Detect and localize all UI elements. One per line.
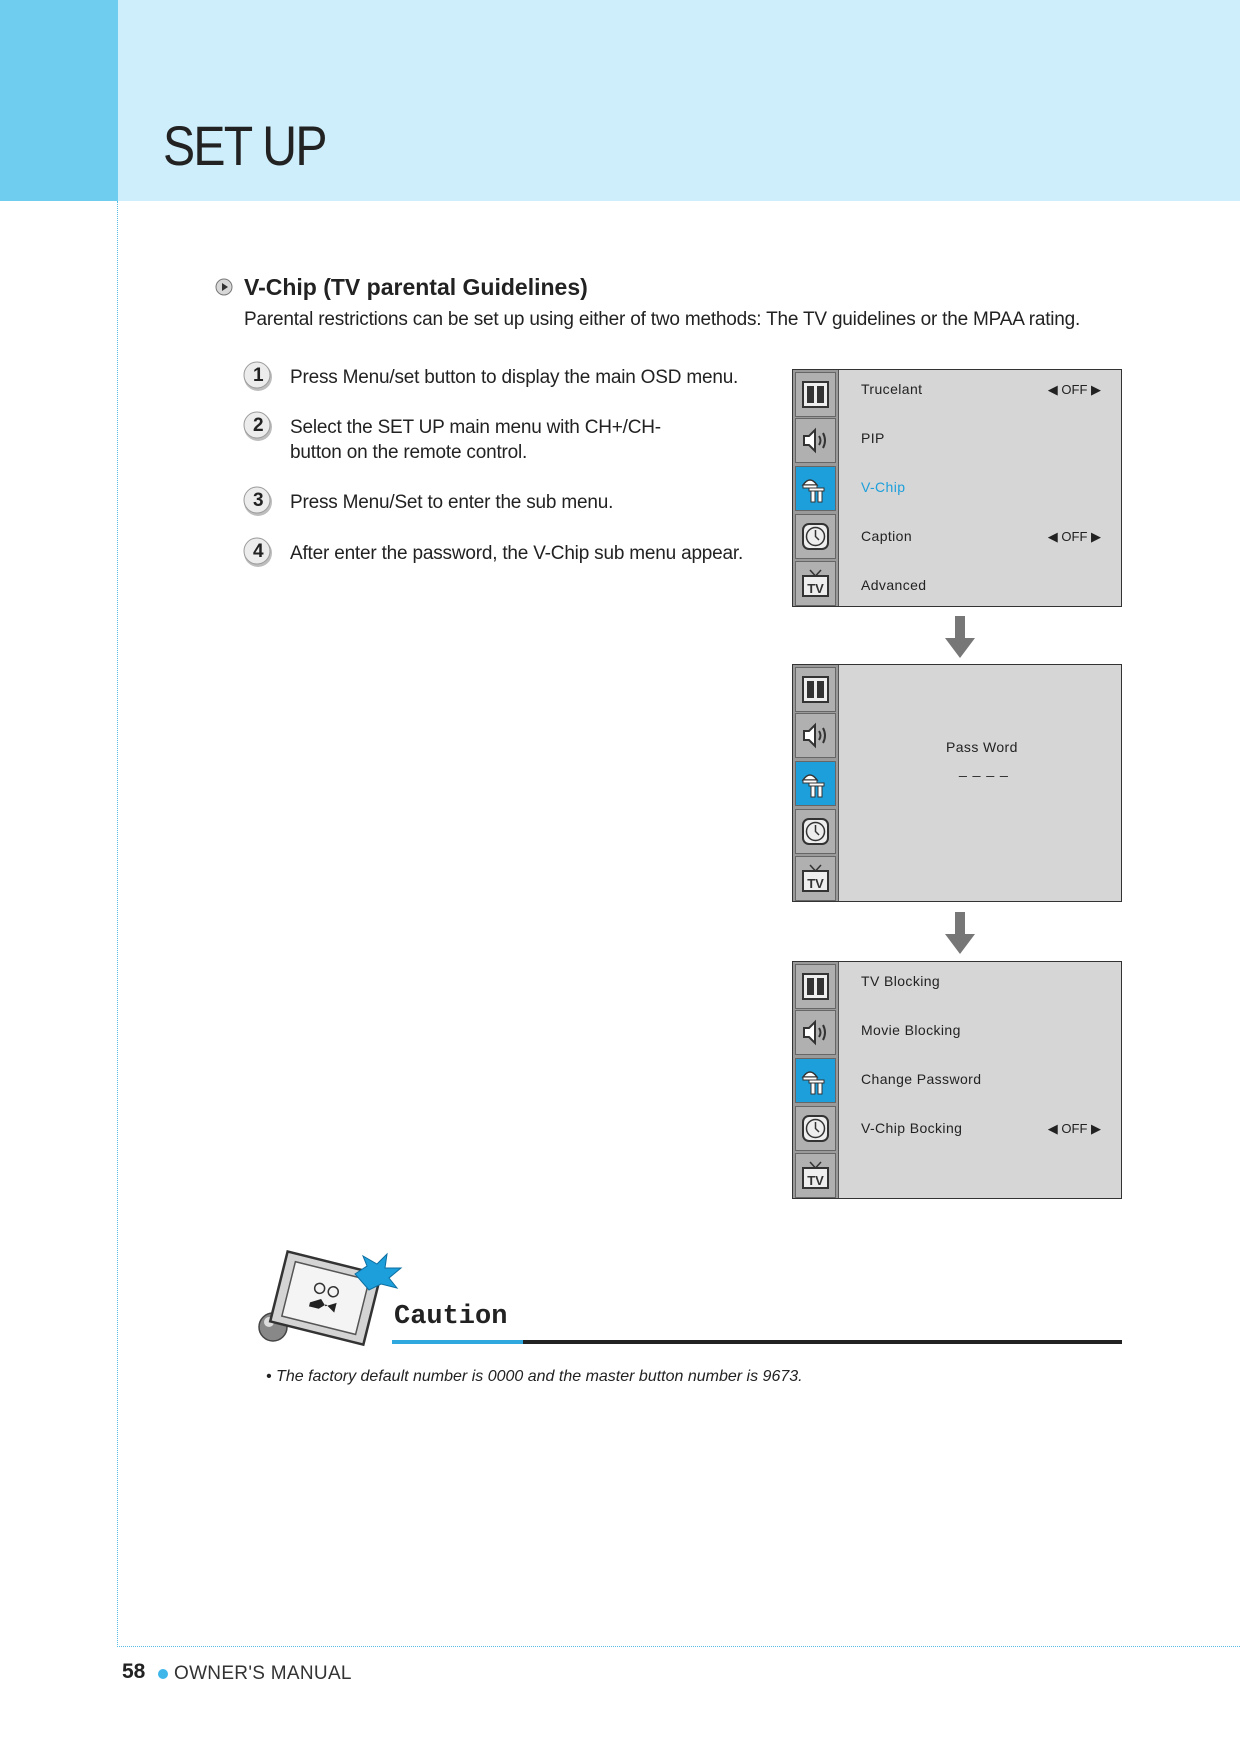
picture-icon [795,964,836,1009]
osd-item-tv-blocking[interactable]: TV Blocking [861,973,941,989]
osd-item-advanced[interactable]: Advanced [861,577,927,593]
svg-text:TV: TV [807,876,824,891]
step-text-continued: button on the remote control. [290,442,528,463]
osd-v-chip-submenu [792,961,1122,1199]
caution-note: • The factory default number is 0000 and the master button number is 9673. [266,1368,803,1385]
sound-icon [795,418,836,463]
osd-icon-bar [793,370,839,606]
down-arrow-icon [945,616,975,658]
osd-item-trucelant[interactable]: Trucelant [861,381,923,397]
sound-icon [795,713,836,758]
caution-title: Caution [394,1302,508,1332]
step-text: Press Menu/Set to enter the sub menu. [290,492,614,513]
clock-icon [795,1106,836,1151]
footer-label: OWNER'S MANUAL [174,1663,352,1684]
page-title: SET UP [163,114,326,177]
setup-icon [795,466,836,511]
setup-icon [795,1058,836,1103]
tv-icon [795,561,836,606]
osd-item-pip[interactable]: PIP [861,430,885,446]
osd-item-caption[interactable]: Caption [861,528,913,544]
osd-item-movie-blocking[interactable]: Movie Blocking [861,1022,961,1038]
osd-item-v-chip-bocking[interactable]: V-Chip Bocking [861,1120,963,1136]
picture-icon [795,667,836,712]
osd-password [792,664,1122,902]
caution-tv-mascot-icon [247,1250,407,1350]
password-input[interactable]: _ _ _ _ [959,761,1009,777]
osd-icon-bar [793,665,839,901]
page-number: 58 [122,1660,146,1683]
step-number: 3 [253,490,264,511]
section-title: V-Chip (TV parental Guidelines) [244,274,588,300]
osd-value-caption[interactable]: ◀ OFF ▶ [1047,529,1101,544]
step-number: 2 [253,415,264,436]
caution-rule-accent [392,1340,523,1344]
osd-value-v-chip-bocking[interactable]: ◀ OFF ▶ [1047,1121,1101,1136]
setup-icon [795,761,836,806]
margin-line [117,201,118,1647]
down-arrow-icon [945,912,975,954]
footer-line [117,1646,1240,1647]
password-label: Pass Word [946,739,1018,755]
osd-icon-bar [793,962,839,1198]
svg-text:TV: TV [807,581,824,596]
picture-icon [795,372,836,417]
step-number: 4 [253,541,264,562]
osd-menu-setup [792,369,1122,607]
osd-item-change-password[interactable]: Change Password [861,1071,982,1087]
caution-rule [523,1340,1122,1344]
sound-icon [795,1010,836,1055]
step-text: Press Menu/set button to display the main OSD menu. [290,367,739,388]
tv-icon [795,1153,836,1198]
clock-icon [795,809,836,854]
footer-bullet-icon [158,1669,168,1679]
tv-icon [795,856,836,901]
osd-item-v-chip[interactable]: V-Chip [861,479,906,495]
step-number: 1 [253,365,264,386]
osd-value-trucelant[interactable]: ◀ OFF ▶ [1047,382,1101,397]
step-text: After enter the password, the V-Chip sub menu appear. [290,543,744,564]
header-tab [0,0,118,201]
section-intro: Parental restrictions can be set up using either of two methods: The TV guidelines or the MPAA rating. [244,309,1081,330]
svg-text:TV: TV [807,1173,824,1188]
step-text: Select the SET UP main menu with CH+/CH- [290,417,661,438]
play-bullet-icon [215,278,233,296]
clock-icon [795,514,836,559]
